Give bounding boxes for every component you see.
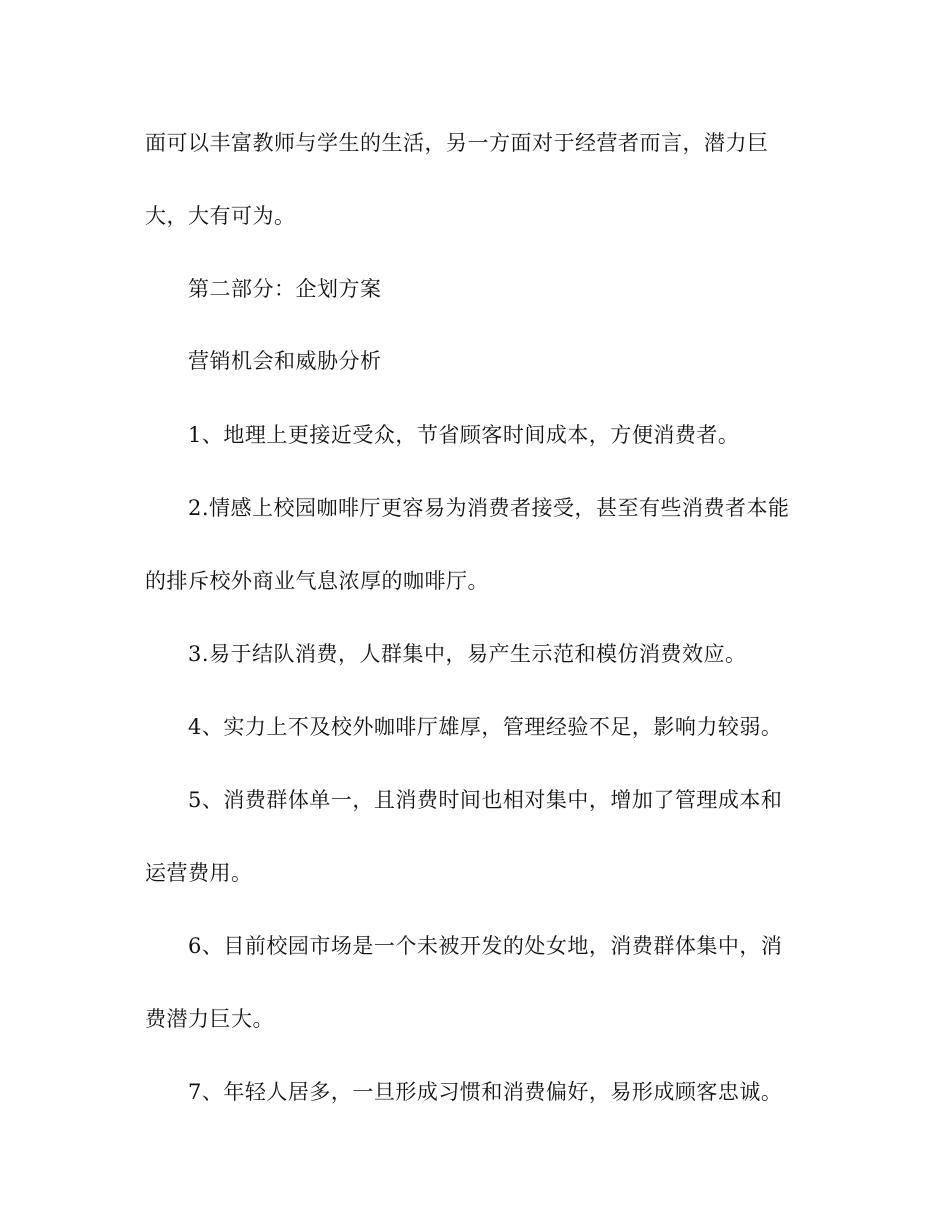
paragraph-line: 大，大有可为。	[145, 204, 296, 228]
list-item-continuation: 运营费用。	[145, 861, 253, 885]
list-item: 6、目前校园市场是一个未被开发的处女地，消费群体集中，消	[188, 934, 783, 958]
list-item: 3.易于结队消费，人群集中，易产生示范和模仿消费效应。	[188, 642, 747, 666]
list-item: 4、实力上不及校外咖啡厅雄厚，管理经验不足，影响力较弱。	[188, 715, 783, 739]
paragraph-line: 面可以丰富教师与学生的生活，另一方面对于经营者而言，潜力巨	[145, 131, 769, 155]
list-item-continuation: 费潜力巨大。	[145, 1007, 274, 1031]
list-item: 1、地理上更接近受众，节省顾客时间成本，方便消费者。	[188, 423, 740, 447]
list-item-continuation: 的排斥校外商业气息浓厚的咖啡厅。	[145, 569, 489, 593]
list-item: 7、年轻人居多，一旦形成习惯和消费偏好，易形成顾客忠诚。	[188, 1080, 783, 1104]
list-item: 2.情感上校园咖啡厅更容易为消费者接受，甚至有些消费者本能	[188, 496, 790, 520]
list-item: 5、消费群体单一，且消费时间也相对集中，增加了管理成本和	[188, 788, 783, 812]
section-heading: 第二部分：企划方案	[188, 277, 382, 301]
subsection-heading: 营销机会和威胁分析	[188, 349, 382, 373]
